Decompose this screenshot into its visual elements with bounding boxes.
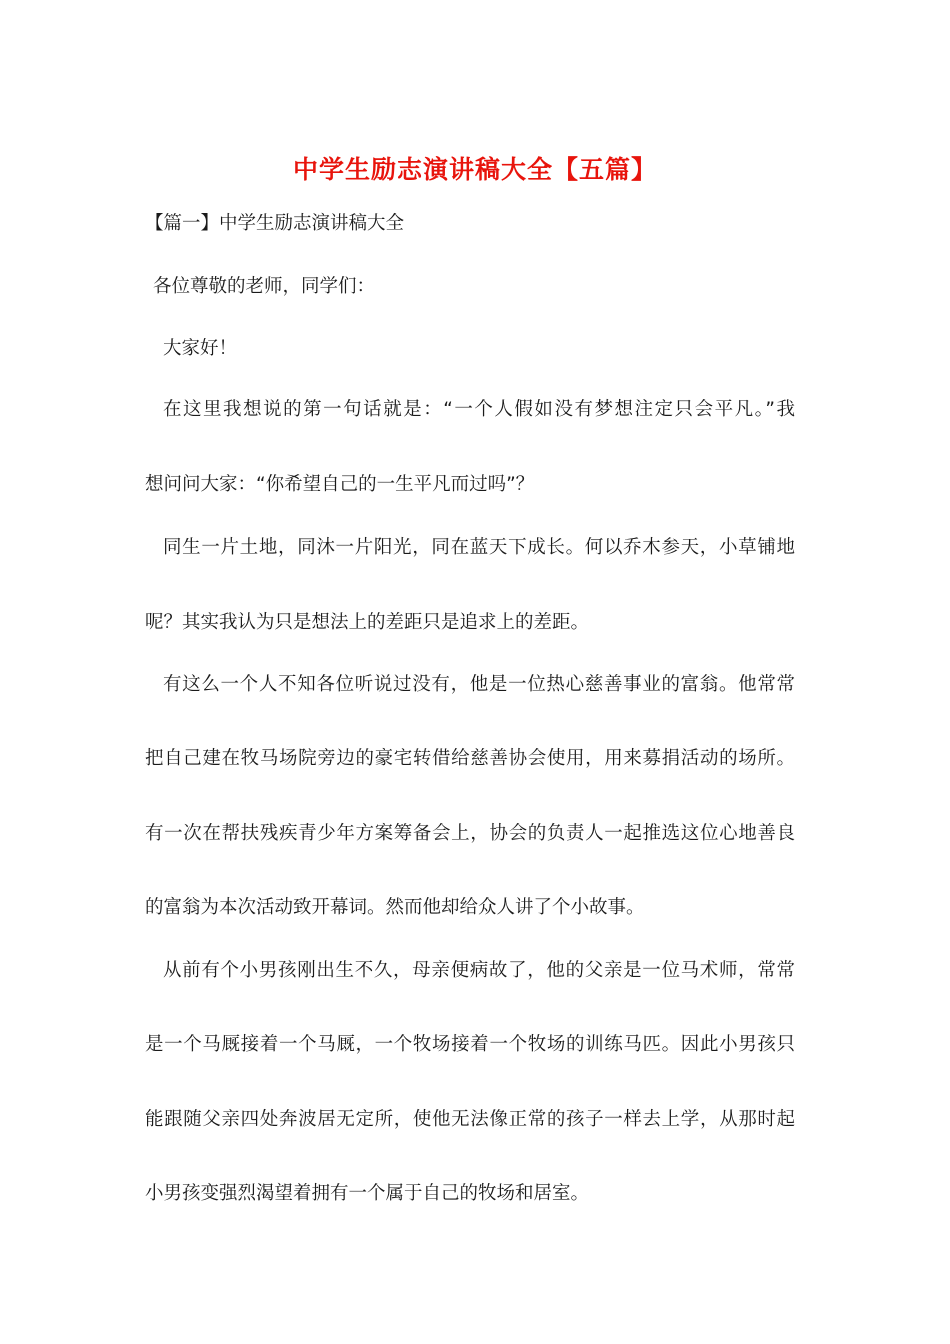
paragraph-line: 有一次在帮扶残疾青少年方案筹备会上，协会的负责人一起推选这位心地善良 [145, 823, 795, 844]
paragraph-line: 呢？其实我认为只是想法上的差距只是追求上的差距。 [145, 612, 590, 633]
greeting: 大家好！ [163, 338, 238, 359]
paragraph-line: 能跟随父亲四处奔波居无定所，使他无法像正常的孩子一样去上学，从那时起 [145, 1109, 795, 1130]
paragraph-line: 是一个马厩接着一个马厩，一个牧场接着一个牧场的训练马匹。因此小男孩只 [145, 1034, 795, 1055]
document-title: 中学生励志演讲稿大全【五篇】 [292, 155, 657, 184]
salutation: 各位尊敬的老师，同学们： [153, 276, 376, 297]
section-heading: 【篇一】中学生励志演讲稿大全 [145, 213, 405, 234]
paragraph-line: 有这么一个人不知各位听说过没有，他是一位热心慈善事业的富翁。他常常 [163, 674, 795, 695]
paragraph-line: 想问问大家：“你希望自己的一生平凡而过吗”？ [145, 474, 535, 495]
paragraph-line: 同生一片土地，同沐一片阳光，同在蓝天下成长。何以乔木参天，小草铺地 [163, 537, 795, 558]
paragraph-line: 把自己建在牧马场院旁边的豪宅转借给慈善协会使用，用来募捐活动的场所。 [145, 748, 795, 769]
paragraph-line: 的富翁为本次活动致开幕词。然而他却给众人讲了个小故事。 [145, 897, 645, 918]
paragraph-line: 小男孩变强烈渴望着拥有一个属于自己的牧场和居室。 [145, 1183, 590, 1204]
paragraph-line: 从前有个小男孩刚出生不久，母亲便病故了，他的父亲是一位马术师，常常 [163, 960, 795, 981]
paragraph-line: 在这里我想说的第一句话就是：“一个人假如没有梦想注定只会平凡。”我 [163, 399, 795, 420]
